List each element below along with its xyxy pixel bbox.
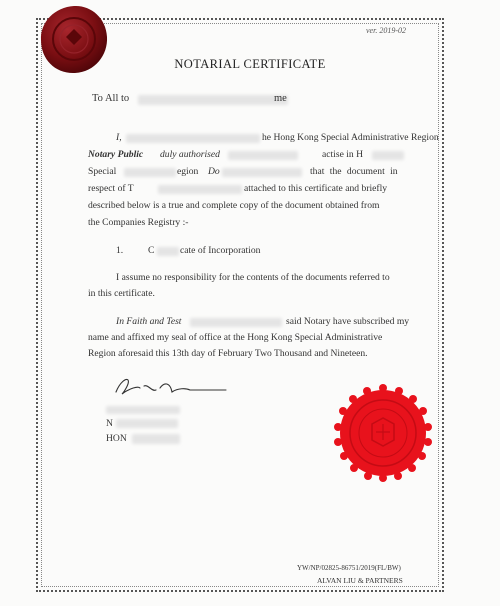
testimony-line1-end: said Notary have subscribed my: [286, 316, 410, 327]
salutation-start: To All to: [92, 93, 130, 104]
intro-line6: the Companies Registry :-: [88, 217, 189, 228]
intro-line3-mid: egion: [177, 166, 199, 177]
redacted-text: [126, 134, 260, 143]
redacted-text: [124, 168, 176, 177]
testimony-line3: Region aforesaid this 13th day of February Two Thousand and Nineteen.: [88, 348, 368, 359]
item-text-end: cate of Incorporation: [180, 245, 261, 256]
disclaimer-line2: in this certificate.: [88, 288, 155, 299]
redacted-text: [228, 151, 298, 160]
intro-line5: described below is a true and complete copy of the document obtained from: [88, 200, 380, 211]
intro-line1-end: he Hong Kong Special Administrative Region: [262, 132, 439, 143]
wax-seal-icon: [38, 3, 110, 75]
intro-line3-italic: Do: [208, 166, 220, 177]
testimony-italic: In Faith and Test: [116, 316, 182, 327]
redacted-text: [132, 434, 180, 444]
intro-line2-mid: duly authorised: [160, 149, 220, 160]
signature-icon: [108, 372, 230, 402]
intro-line2-end: actise in H: [322, 149, 364, 160]
disclaimer-line1: I assume no responsibility for the contents of the documents referred to: [116, 272, 390, 283]
redacted-text: [190, 318, 282, 327]
signatory-line2: N: [106, 418, 113, 429]
intro-line3-end: that the document in: [310, 166, 398, 177]
version-label: ver. 2019-02: [366, 26, 406, 35]
item-number: 1.: [116, 245, 124, 256]
redacted-text: [158, 185, 242, 194]
redacted-text: [106, 406, 180, 414]
redacted-text: [222, 168, 302, 177]
testimony-line2: name and affixed my seal of office at the Hong Kong Special Administrative: [88, 332, 383, 343]
intro-line4-start: respect of T: [88, 183, 134, 194]
firm-name: ALVAN LIU & PARTNERS: [317, 576, 403, 585]
intro-line3-start: Special: [88, 166, 117, 177]
intro-line1-start: I,: [116, 132, 122, 143]
redacted-text: [157, 247, 179, 256]
notary-seal-icon: [332, 382, 434, 484]
salutation-end: me: [274, 93, 287, 104]
intro-line4-end: attached to this certificate and briefly: [244, 183, 388, 194]
redacted-text: [372, 151, 404, 160]
redacted-text: [116, 419, 178, 428]
redacted-text: [138, 95, 288, 105]
reference-number: YW/NP/02825-86751/2019(FL/BW): [297, 564, 401, 572]
intro-line2-role: Notary Public: [88, 149, 144, 160]
signatory-line3: HON: [106, 433, 127, 444]
item-text-start: C: [148, 245, 155, 256]
page-title: NOTARIAL CERTIFICATE: [174, 57, 326, 71]
